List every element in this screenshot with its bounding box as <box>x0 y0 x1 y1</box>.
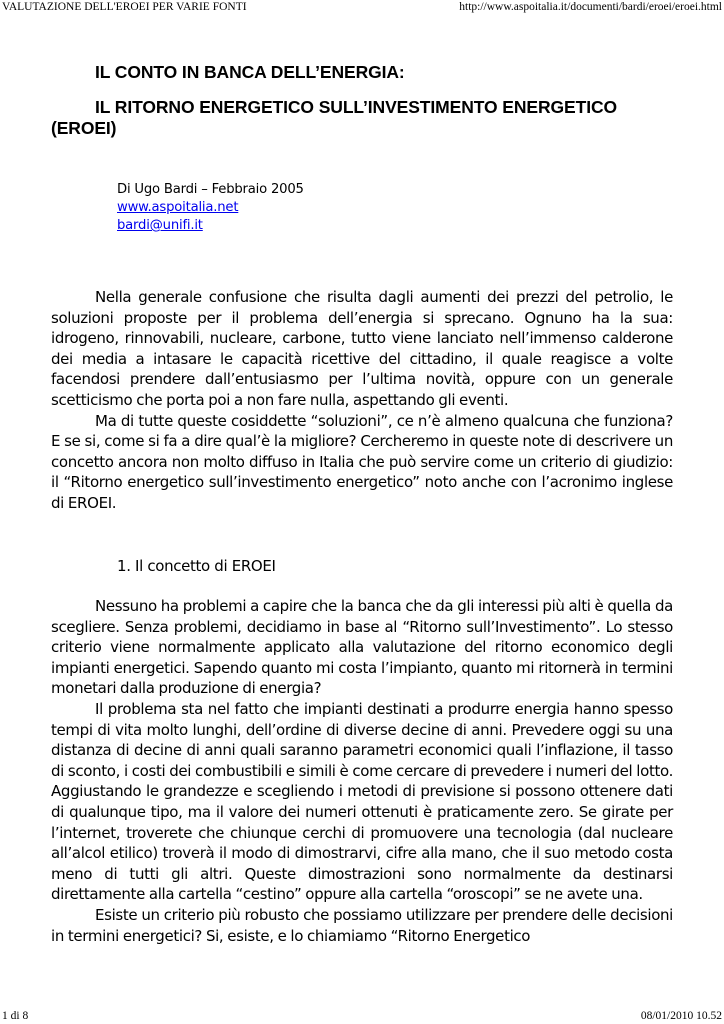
page-counter: 1 di 8 <box>2 1010 29 1022</box>
intro-paragraph-1: Nella generale confusione che risulta dagli aumenti dei prezzi del petrolio, le soluzioni proposte per il problema dell’energia si sprecano. Ognuno ha la sua: idrogeno, rinnovabili, nucleare, carbone, tutto viene lanciato nell’immenso calderone dei media a intasare le capacità ricettive del cittadino, il quale reagisce a volte facendosi prendere dall’entusiasmo per l’ultima novità, oppure con un generale scetticismo che porta poi a non fare nulla, aspettando gli eventi. <box>51 288 673 409</box>
print-timestamp: 08/01/2010 10.52 <box>640 1010 722 1022</box>
intro-section <box>51 287 673 514</box>
author-block <box>117 181 304 235</box>
email-link[interactable]: bardi@unifi.it <box>117 218 203 233</box>
section-heading: 1. Il concetto di EROEI <box>117 557 276 575</box>
document-title-line2: IL RITORNO ENERGETICO SULL’INVESTIMENTO ENERGETICO (EROEI) <box>51 97 617 138</box>
print-header <box>2 1 722 13</box>
print-header-title: VALUTAZIONE DELL'EROEI PER VARIE FONTI <box>2 1 247 13</box>
author-line: Di Ugo Bardi – Febbraio 2005 <box>117 182 304 197</box>
section-paragraph-2: Il problema sta nel fatto che impianti destinati a produrre energia hanno spesso tempi di vita molto lunghi, dell’ordine di diverse decine di anni. Prevedere oggi su una distanza di decine di anni quali saranno parametri economici quali l’inflazione, il tasso di sconto, i costi dei combustibili e simili è come cercare di prevedere i numeri del lotto. Aggiustando le grandezze e scegliendo i metodi di previsione si possono ottenere dati di qualunque tipo, ma il valore dei numeri ottenuti è praticamente zero. Se girate per l’internet, troverete che chiunque cerchi di promuovere una tecnologia (dal nucleare all’alcol etilico) troverà il modo di dimostrarvi, cifre alla mano, che il suo metodo costa meno di tutti gli altri. Queste dimostrazioni sono normalmente da destinarsi direttamente alla cartella “cestino” oppure alla cartella “oroscopi” se ne avete una. <box>51 699 673 904</box>
print-header-url: http://www.aspoitalia.it/documenti/bardi/eroei/eroei.html <box>459 1 722 13</box>
section-paragraph-1: Nessuno ha problemi a capire che la banca che da gli interessi più alti è quella da scegliere. Senza problemi, decidiamo in base al “Ritorno sull’Investimento”. Lo stesso criterio viene normalmente applicato alla valutazione del ritorno economico degli impianti energetici. Sapendo quanto mi costa l’impianto, quanto mi ritornerà in termini monetari dalla produzione di energia? <box>51 597 673 698</box>
eroei-section <box>51 596 673 946</box>
intro-paragraph-2: Ma di tutte queste cosiddette “soluzioni”, ce n’è almeno qualcuna che funziona? E se si, come si fa a dire qual’è la migliore? Cercheremo in queste note di descrivere un concetto ancora non molto diffuso in Italia che può servire come un criterio di giudizio: il “Ritorno energetico sull’investimento energetico” noto anche con l’acronimo inglese di EROEI. <box>51 411 673 512</box>
document-title-line1: IL CONTO IN BANCA DELL’ENERGIA: <box>95 62 405 82</box>
print-footer <box>2 1010 722 1022</box>
section-paragraph-3: Esiste un criterio più robusto che possiamo utilizzare per prendere delle decisioni in termini energetici? Si, esiste, e lo chiamiamo “Ritorno Energetico <box>51 905 673 945</box>
website-link[interactable]: www.aspoitalia.net <box>117 200 239 215</box>
